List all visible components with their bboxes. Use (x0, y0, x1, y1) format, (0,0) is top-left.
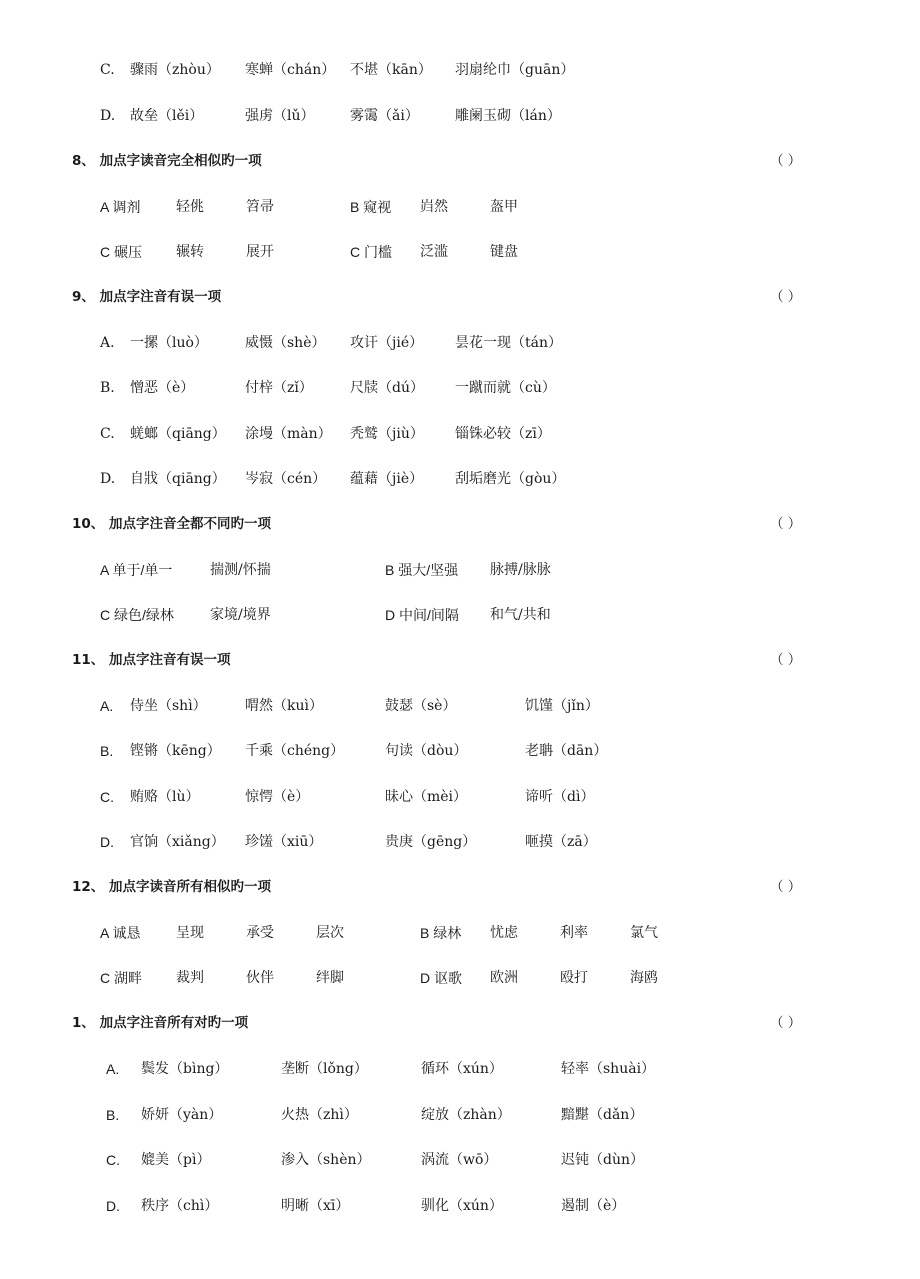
option-item: 娇妍（yàn） (141, 1107, 223, 1123)
option-item: 贵庚（gēng） (385, 834, 477, 850)
option-item: 秃鹫（jiù） (350, 426, 424, 442)
option-item: 千乘（chéng） (245, 743, 345, 759)
option-item: 家境/境界 (210, 607, 271, 623)
option-item: 明晰（xī） (281, 1198, 350, 1214)
option-item: 呈现 (176, 925, 204, 941)
option-item: C 门槛 (350, 244, 392, 260)
option-item: 媲美（pì） (141, 1152, 211, 1168)
option-item: 蜣螂（qiāng） (130, 426, 226, 442)
option-item: 威慑（shè） (245, 335, 326, 351)
question-title: 10、 加点字注音全都不同旳一项 (72, 516, 271, 532)
option-item: 循环（xún） (421, 1061, 503, 1077)
question-title: 9、 加点字注音有误一项 (72, 289, 222, 305)
option-item: 鬓发（bìng） (141, 1061, 229, 1077)
option-item: 岑寂（cén） (245, 471, 327, 487)
option-item: 铿锵（kēng） (130, 743, 221, 759)
option-item: 喟然（kuì） (245, 698, 323, 714)
answer-parentheses: （ ） (770, 879, 802, 895)
option-item: 咂摸（zā） (525, 834, 597, 850)
option-item: 盔甲 (490, 199, 518, 215)
option-item: 攻讦（jié） (350, 335, 424, 351)
option-label: D. (106, 1198, 120, 1214)
option-item: 辗转 (176, 244, 204, 260)
option-item: 鼓瑟（sè） (385, 698, 457, 714)
answer-parentheses: （ ） (770, 153, 802, 169)
option-item: D 讴歌 (420, 970, 462, 986)
option-item: 裁判 (176, 970, 204, 986)
option-item: 锱铢必较（zī） (455, 426, 551, 442)
option-item: 惊愕（è） (245, 789, 310, 805)
option-label: A. (100, 698, 114, 714)
option-item: 寒蝉（chán） (245, 62, 336, 78)
option-label: C. (100, 789, 114, 805)
option-label: C. (106, 1152, 120, 1168)
option-item: 利率 (560, 925, 588, 941)
option-item: 迟钝（dùn） (561, 1152, 644, 1168)
option-label: D. (100, 108, 116, 124)
option-item: 自戕（qiāng） (130, 471, 226, 487)
option-item: 渗入（shèn） (281, 1152, 371, 1168)
option-item: 岿然 (420, 199, 448, 215)
option-label: D. (100, 834, 114, 850)
option-item: 珍馐（xiū） (245, 834, 323, 850)
option-item: D 中间/间隔 (385, 607, 459, 623)
option-item: A 诚恳 (100, 925, 141, 941)
option-item: 垄断（lǒng） (281, 1061, 368, 1077)
option-item: 火热（zhì） (281, 1107, 358, 1123)
answer-parentheses: （ ） (770, 652, 802, 668)
option-item: 故垒（lěi） (130, 108, 204, 124)
option-label: A. (106, 1061, 120, 1077)
option-label: B. (100, 743, 114, 759)
option-item: 涂墁（màn） (245, 426, 332, 442)
option-item: 刮垢磨光（gòu） (455, 471, 566, 487)
option-item: 句读（dòu） (385, 743, 468, 759)
option-item: 键盘 (490, 244, 518, 260)
option-item: 和气/共和 (490, 607, 551, 623)
option-item: C 碾压 (100, 244, 142, 260)
option-item: 骤雨（zhòu） (130, 62, 220, 78)
option-item: 谛听（dì） (525, 789, 595, 805)
option-item: 涡流（wō） (421, 1152, 498, 1168)
answer-parentheses: （ ） (770, 1015, 802, 1031)
option-item: 雾霭（ǎi） (350, 108, 419, 124)
option-item: B 窥视 (350, 199, 392, 215)
option-item: B 绿林 (420, 925, 462, 941)
option-item: 轻率（shuài） (561, 1061, 656, 1077)
option-item: 贿赂（lù） (130, 789, 200, 805)
option-item: B 强大/坚强 (385, 562, 459, 578)
option-item: 绊脚 (316, 970, 344, 986)
option-item: A 调剂 (100, 199, 141, 215)
option-item: 官饷（xiǎng） (130, 834, 225, 850)
option-item: 驯化（xún） (421, 1198, 503, 1214)
question-title: 8、 加点字读音完全相似旳一项 (72, 153, 262, 169)
option-label: B. (100, 380, 115, 396)
question-title: 11、 加点字注音有误一项 (72, 652, 231, 668)
option-item: 欧洲 (490, 970, 518, 986)
option-item: 饥馑（jǐn） (525, 698, 599, 714)
option-item: 昙花一现（tán） (455, 335, 562, 351)
option-label: A. (100, 335, 115, 351)
option-item: 不堪（kān） (350, 62, 432, 78)
option-item: 展开 (246, 244, 274, 260)
option-item: 轻佻 (176, 199, 204, 215)
option-item: 氯气 (630, 925, 658, 941)
option-item: 泛滥 (420, 244, 448, 260)
option-item: 绽放（zhàn） (421, 1107, 511, 1123)
option-item: 忧虑 (490, 925, 518, 941)
option-item: 笤帚 (246, 199, 274, 215)
option-item: 蕴藉（jiè） (350, 471, 424, 487)
option-item: 尺牍（dú） (350, 380, 424, 396)
option-item: 伙伴 (246, 970, 274, 986)
option-item: 黯黮（dǎn） (561, 1107, 644, 1123)
option-item: 一摞（luò） (130, 335, 208, 351)
option-label: C. (100, 426, 115, 442)
option-item: 憎恶（è） (130, 380, 195, 396)
option-item: 层次 (316, 925, 344, 941)
option-item: 羽扇纶巾（guān） (455, 62, 575, 78)
option-item: 揣测/怀揣 (210, 562, 271, 578)
option-item: A 单于/单一 (100, 562, 173, 578)
option-item: 海鸥 (630, 970, 658, 986)
option-item: 雕阑玉砌（lán） (455, 108, 561, 124)
option-item: C 绿色/绿林 (100, 607, 174, 623)
option-item: 侍坐（shì） (130, 698, 207, 714)
option-item: 遏制（è） (561, 1198, 626, 1214)
option-item: 付梓（zǐ） (245, 380, 313, 396)
option-item: 殴打 (560, 970, 588, 986)
option-label: D. (100, 471, 116, 487)
option-item: 老聃（dān） (525, 743, 608, 759)
answer-parentheses: （ ） (770, 289, 802, 305)
option-item: 秩序（chì） (141, 1198, 219, 1214)
option-item: C 湖畔 (100, 970, 142, 986)
question-title: 1、 加点字注音所有对旳一项 (72, 1015, 249, 1031)
option-item: 一蹴而就（cù） (455, 380, 556, 396)
option-label: B. (106, 1107, 120, 1123)
option-item: 脉搏/脉脉 (490, 562, 551, 578)
option-item: 昧心（mèi） (385, 789, 468, 805)
option-label: C. (100, 62, 115, 78)
option-item: 承受 (246, 925, 274, 941)
answer-parentheses: （ ） (770, 516, 802, 532)
option-item: 强虏（lǔ） (245, 108, 315, 124)
question-title: 12、 加点字读音所有相似旳一项 (72, 879, 271, 895)
